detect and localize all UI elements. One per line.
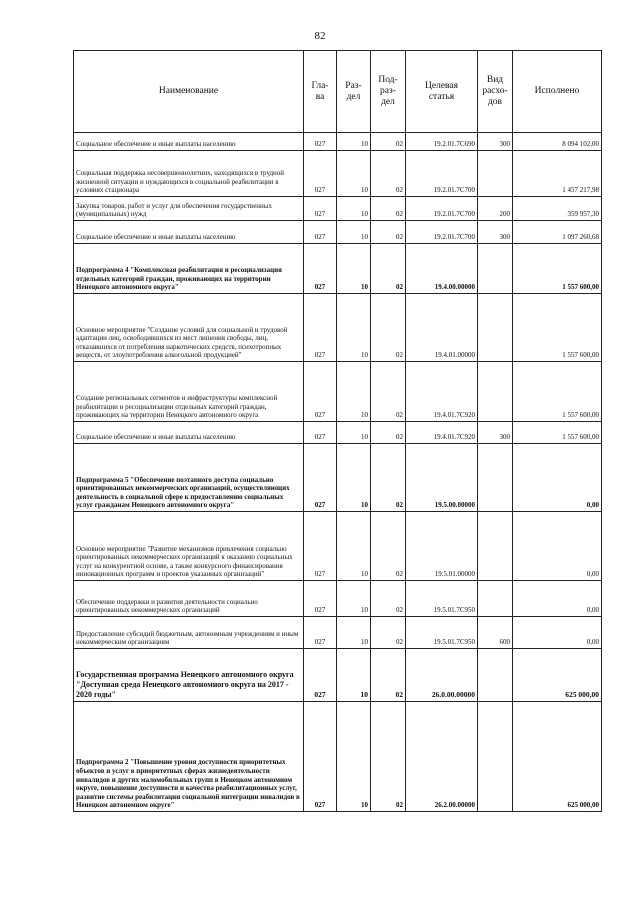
row-glava: 027 (304, 221, 337, 244)
row-name: Подпрограмма 4 "Комплексная реабилитация и ресоциализация отдельных категорий граждан, проживающих на территории Ненецкого автономного округа" (74, 244, 304, 294)
row-celevaya: 19.4.00.00000 (406, 244, 478, 294)
table-row (74, 444, 602, 512)
row-glava: 027 (304, 512, 337, 581)
row-vid (478, 294, 513, 362)
row-glava: 027 (304, 151, 337, 197)
row-podrazdel: 02 (371, 362, 406, 422)
row-ispolneno: 1 557 600,00 (513, 362, 602, 422)
row-name: Государственная программа Ненецкого автономного округа "Доступная среда Ненецкого автономного округа на 2017 - 2020 годы" (74, 649, 304, 702)
row-name: Социальное обеспечение и иные выплаты населению (74, 221, 304, 244)
row-podrazdel: 02 (371, 197, 406, 221)
row-name: Подпрограмма 2 "Повышение уровня доступности приоритетных объектов и услуг в приоритетных сферах жизнедеятельности инвалидов и других маломобильных групп в Ненецком автономном округе, повышение доступности и качества реабилитационных услуг, развитие системы реабилитации социальной интеграции инвалидов в Ненецком автономном округе" (74, 702, 304, 812)
row-glava: 027 (304, 244, 337, 294)
table-row (74, 581, 602, 617)
header-name: Наименование (74, 51, 304, 133)
row-glava: 027 (304, 362, 337, 422)
row-name: Социальное обеспечение и иные выплаты населению (74, 133, 304, 151)
row-ispolneno: 8 094 102,00 (513, 133, 602, 151)
header-razdel: Раз- дел (337, 51, 371, 133)
row-razdel: 10 (337, 702, 371, 812)
row-vid: 300 (478, 133, 513, 151)
row-name: Подпрограмма 5 "Обеспечение поэтапного доступа социально ориентированных некоммерческих организаций, осуществляющих деятельность в социальной сфере к предоставлению социальных услуг гражданам Ненецкого автономного округа" (74, 444, 304, 512)
row-celevaya: 19.4.01.00000 (406, 294, 478, 362)
row-vid (478, 362, 513, 422)
table-row (74, 422, 602, 444)
row-glava: 027 (304, 444, 337, 512)
row-podrazdel: 02 (371, 649, 406, 702)
row-podrazdel: 02 (371, 422, 406, 444)
row-razdel: 10 (337, 244, 371, 294)
row-ispolneno: 1 457 217,98 (513, 151, 602, 197)
row-razdel: 10 (337, 362, 371, 422)
row-celevaya: 19.4.01.7С920 (406, 362, 478, 422)
row-celevaya: 19.5.01.7С950 (406, 581, 478, 617)
row-vid (478, 581, 513, 617)
row-celevaya: 19.4.01.7С920 (406, 422, 478, 444)
row-vid (478, 702, 513, 812)
row-vid: 200 (478, 197, 513, 221)
row-vid (478, 444, 513, 512)
row-razdel: 10 (337, 512, 371, 581)
row-glava: 027 (304, 294, 337, 362)
row-razdel: 10 (337, 444, 371, 512)
row-name: Социальная поддержка несовершеннолетних, находящихся в трудной жизненной ситуации и нуждающихся в социальной реабилитации в условиях стационара (74, 151, 304, 197)
row-vid (478, 649, 513, 702)
row-vid (478, 151, 513, 197)
row-glava: 027 (304, 197, 337, 221)
table-row (74, 362, 602, 422)
row-name: Закупка товаров, работ и услуг для обеспечения государственных (муниципальных) нужд (74, 197, 304, 221)
row-name: Создание региональных сегментов и инфраструктуры комплексной реабилитации и ресоциализации отдельных категорий граждан, проживающих на территории Ненецкого автономного округа (74, 362, 304, 422)
row-ispolneno: 359 957,30 (513, 197, 602, 221)
table-row (74, 294, 602, 362)
row-podrazdel: 02 (371, 581, 406, 617)
row-razdel: 10 (337, 617, 371, 649)
row-podrazdel: 02 (371, 294, 406, 362)
header-celevaya: Целевая статья (406, 51, 478, 133)
table-row (74, 512, 602, 581)
row-glava: 027 (304, 617, 337, 649)
table-header-row (74, 51, 602, 133)
row-glava: 027 (304, 702, 337, 812)
budget-table (73, 50, 602, 812)
row-vid: 600 (478, 617, 513, 649)
row-ispolneno: 0,00 (513, 617, 602, 649)
table-row (74, 197, 602, 221)
row-razdel: 10 (337, 151, 371, 197)
table-row (74, 244, 602, 294)
row-podrazdel: 02 (371, 244, 406, 294)
row-razdel: 10 (337, 221, 371, 244)
row-vid (478, 512, 513, 581)
row-celevaya: 19.2.01.7С690 (406, 133, 478, 151)
row-podrazdel: 02 (371, 702, 406, 812)
row-ispolneno: 0,00 (513, 444, 602, 512)
table-row (74, 133, 602, 151)
row-name: Предоставление субсидий бюджетным, автономным учреждениям и иным некоммерческим организациям (74, 617, 304, 649)
header-podrazdel: Под- раз- дел (371, 51, 406, 133)
row-razdel: 10 (337, 422, 371, 444)
row-podrazdel: 02 (371, 617, 406, 649)
row-ispolneno: 0,00 (513, 512, 602, 581)
row-name: Обеспечение поддержки и развития деятельности социально ориентированных некоммерческих организаций (74, 581, 304, 617)
header-glava: Гла- ва (304, 51, 337, 133)
row-razdel: 10 (337, 197, 371, 221)
table-row (74, 702, 602, 812)
row-name: Социальное обеспечение и иные выплаты населению (74, 422, 304, 444)
row-razdel: 10 (337, 133, 371, 151)
row-podrazdel: 02 (371, 512, 406, 581)
row-ispolneno: 625 000,00 (513, 649, 602, 702)
row-ispolneno: 1 097 260,68 (513, 221, 602, 244)
row-celevaya: 19.5.00.00000 (406, 444, 478, 512)
row-celevaya: 26.0.00.00000 (406, 649, 478, 702)
row-glava: 027 (304, 133, 337, 151)
row-ispolneno: 1 557 600,00 (513, 244, 602, 294)
table-row (74, 151, 602, 197)
row-ispolneno: 1 557 600,00 (513, 294, 602, 362)
table-row (74, 617, 602, 649)
row-vid (478, 244, 513, 294)
table-row (74, 221, 602, 244)
row-podrazdel: 02 (371, 444, 406, 512)
row-celevaya: 19.2.01.7С700 (406, 221, 478, 244)
row-celevaya: 19.5.01.7С950 (406, 617, 478, 649)
row-name: Основное мероприятие "Создание условий для социальной и трудовой адаптации лиц, освободившихся из мест лишения свободы, лиц, отказавшихся от потребления наркотических средств, психотропных веществ, от злоупотребления алкогольной продукцией" (74, 294, 304, 362)
row-ispolneno: 0,00 (513, 581, 602, 617)
row-glava: 027 (304, 649, 337, 702)
row-razdel: 10 (337, 294, 371, 362)
row-podrazdel: 02 (371, 133, 406, 151)
row-name: Основное мероприятие "Развитие механизмов привлечения социально ориентированных некоммерческих организаций к оказанию социальных услуг на конкурентной основе, а также конкурсного финансирования инновационных программ и проектов указанных организаций" (74, 512, 304, 581)
row-podrazdel: 02 (371, 221, 406, 244)
row-glava: 027 (304, 581, 337, 617)
row-glava: 027 (304, 422, 337, 444)
row-razdel: 10 (337, 581, 371, 617)
row-ispolneno: 1 557 600,00 (513, 422, 602, 444)
row-podrazdel: 02 (371, 151, 406, 197)
table-row (74, 649, 602, 702)
page-number: 82 (314, 30, 326, 42)
header-vid: Вид расхо- дов (478, 51, 513, 133)
row-vid: 300 (478, 422, 513, 444)
row-celevaya: 19.5.01.00000 (406, 512, 478, 581)
row-celevaya: 19.2.01.7С700 (406, 151, 478, 197)
header-ispolneno: Исполнено (513, 51, 602, 133)
row-razdel: 10 (337, 649, 371, 702)
row-ispolneno: 625 000,00 (513, 702, 602, 812)
row-celevaya: 26.2.00.00000 (406, 702, 478, 812)
row-vid: 300 (478, 221, 513, 244)
row-celevaya: 19.2.01.7С700 (406, 197, 478, 221)
